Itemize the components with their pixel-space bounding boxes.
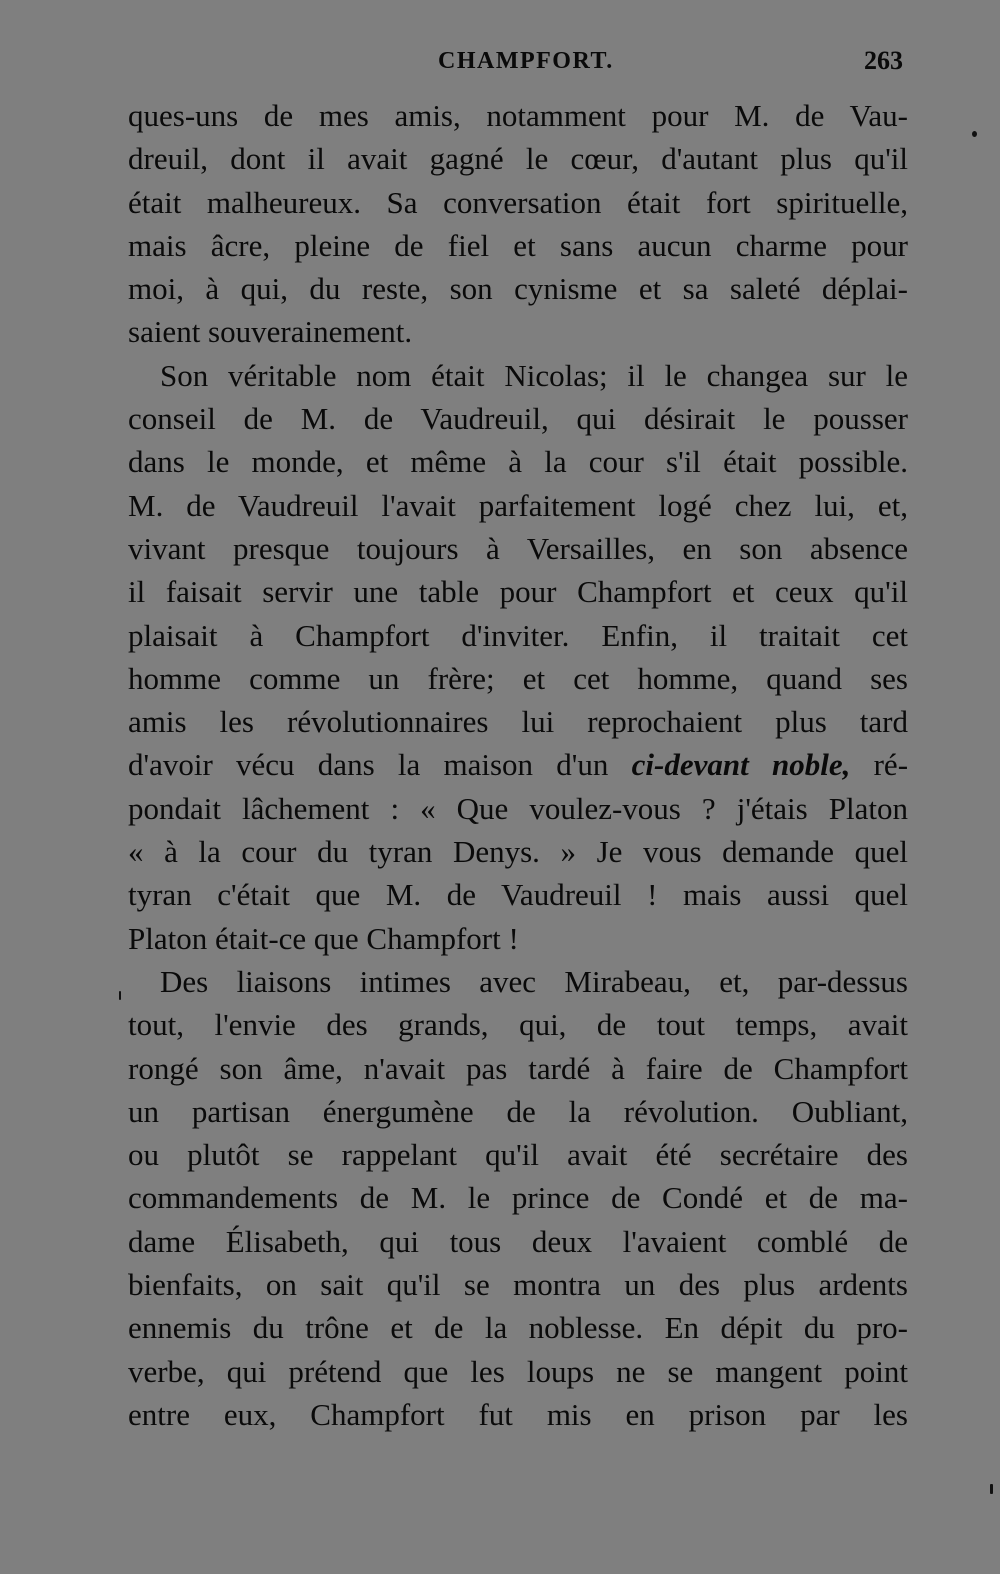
text-line: M. de Vaudreuil l'avait parfaitement logé chez lui, et, <box>128 487 908 523</box>
text-line: dame Élisabeth, qui tous deux l'avaient comblé de <box>128 1223 908 1259</box>
text-line: dans le monde, et même à la cour s'il était possible. <box>128 444 908 480</box>
ink-speck <box>990 1484 993 1494</box>
text-line: saient souverainement. <box>128 314 413 350</box>
text-line: un partisan énergumène de la révolution. Oubliant, <box>128 1093 908 1129</box>
running-title: CHAMPFORT. <box>438 48 614 74</box>
text-line: ennemis du trône et de la noblesse. En dépit du pro- <box>128 1310 908 1346</box>
text-line: Des liaisons intimes avec Mirabeau, et, par-dessus <box>160 963 908 999</box>
text-line: verbe, qui prétend que les loups ne se mangent point <box>128 1353 908 1389</box>
page-number: 263 <box>864 46 903 75</box>
ink-speck <box>119 991 121 1000</box>
text-line: amis les révolutionnaires lui reprochaient plus tard <box>128 704 908 740</box>
text-line: ou plutôt se rappelant qu'il avait été secrétaire des <box>128 1137 908 1173</box>
text-line: ques-uns de mes amis, notamment pour M. de Vau- <box>128 98 908 133</box>
text-line: homme comme un frère; et cet homme, quand ses <box>128 660 908 696</box>
text-line: il faisait servir une table pour Champfort et ceux qu'il <box>128 574 908 610</box>
text-line: conseil de M. de Vaudreuil, qui désirait le pousser <box>128 401 908 437</box>
text-line: « à la cour du tyran Denys. » Je vous demande quel <box>128 834 908 870</box>
text-line: Platon était-ce que Champfort ! <box>128 920 519 956</box>
running-head <box>0 44 1000 84</box>
text-line: moi, à qui, du reste, son cynisme et sa saleté déplai- <box>128 271 908 307</box>
text-line: commandements de M. le prince de Condé et de ma- <box>128 1180 908 1216</box>
text-line: entre eux, Champfort fut mis en prison par les <box>128 1396 908 1432</box>
body-text <box>128 94 908 1436</box>
text-line: était malheureux. Sa conversation était fort spirituelle, <box>128 184 908 220</box>
text-line: Son véritable nom était Nicolas; il le changea sur le <box>160 357 908 393</box>
text-line: pondait lâchement : « Que voulez-vous ? j'étais Platon <box>128 790 908 826</box>
text-line: rongé son âme, n'avait pas tardé à faire de Champfort <box>128 1050 908 1086</box>
italic-phrase: ci-devant noble, <box>631 747 851 783</box>
text-line-with-italic <box>128 743 908 786</box>
text-line: tyran c'était que M. de Vaudreuil ! mais aussi quel <box>128 877 908 913</box>
text-line: dreuil, dont il avait gagné le cœur, d'autant plus qu'il <box>128 141 908 177</box>
ink-speck <box>972 131 977 137</box>
text-line: vivant presque toujours à Versailles, en son absence <box>128 530 908 566</box>
text-segment: ré- <box>873 747 909 783</box>
text-line: plaisait à Champfort d'inviter. Enfin, il traitait cet <box>128 617 908 653</box>
text-line: bienfaits, on sait qu'il se montra un des plus ardents <box>128 1267 908 1303</box>
text-line: mais âcre, pleine de fiel et sans aucun charme pour <box>128 227 908 263</box>
text-line: tout, l'envie des grands, qui, de tout temps, avait <box>128 1007 908 1043</box>
text-segment: d'avoir vécu dans la maison d'un <box>128 747 609 783</box>
